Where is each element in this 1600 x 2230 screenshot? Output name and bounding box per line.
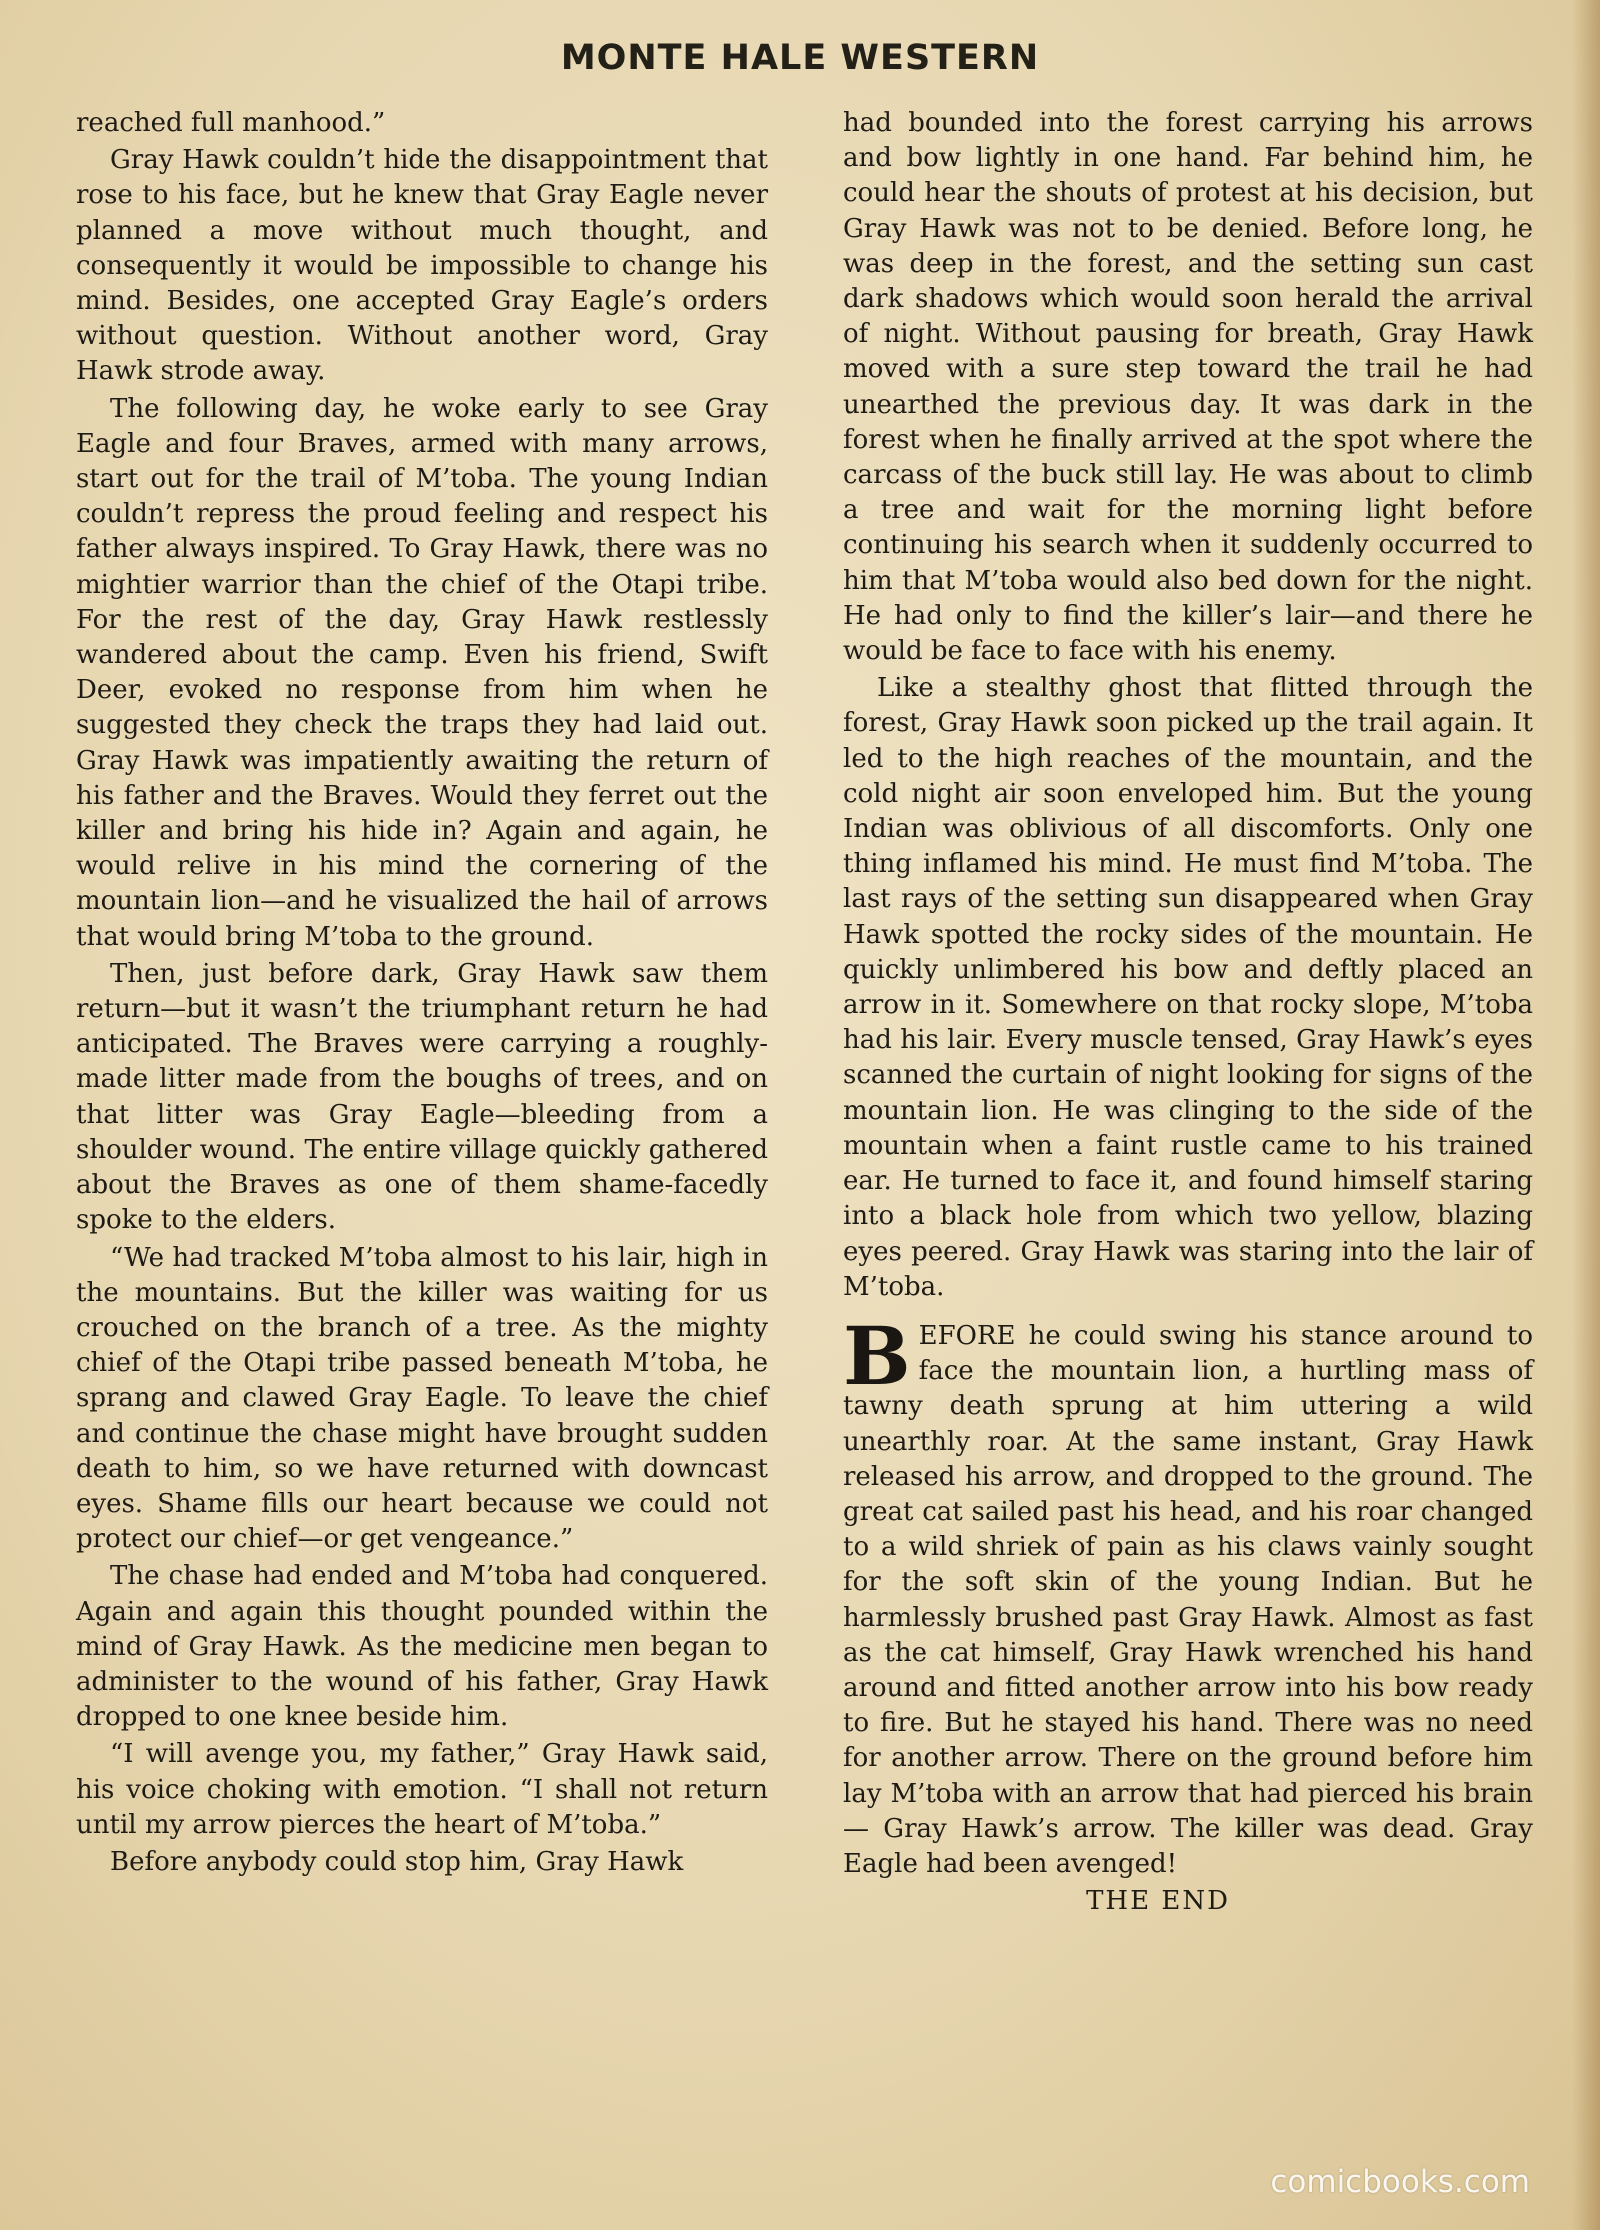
- paragraph: The chase had ended and M’toba had conquered. Again and again this thought pounded within the mind of Gray Hawk. As the medicine men began to administer to the wound of his father, Gray Hawk dropped to one knee beside him.: [76, 1561, 768, 1733]
- left-column: [76, 106, 768, 1882]
- right-column: [843, 106, 1533, 1921]
- final-paragraph-text: EFORE he could swing his stance around to face the mountain lion, a hurtling mass of tawny death sprung at him uttering a wild unearthly roar. At the same instant, Gray Hawk released his arrow, and dropped to the ground. The great cat sailed past his head, and his roar changed to a wild shriek of pain as his claws vainly sought for the soft skin of the young Indian. But he harmlessly brushed past Gray Hawk. Almost as fast as the cat himself, Gray Hawk wrenched his hand around and fitted another arrow into his bow ready to fire. But he stayed his hand. There was no need for another arrow. There on the ground before him lay M’toba with an arrow that had pierced his brain — Gray Hawk’s arrow. The killer was dead. Gray Eagle had been avenged!: [843, 1320, 1533, 1879]
- watermark: comicbooks.com: [1270, 2164, 1530, 2200]
- paragraph: had bounded into the forest carrying his arrows and bow lightly in one hand. Far behind him, he could hear the shouts of protest at his decision, but Gray Hawk was not to be denied. Before long, he was deep in the forest, and the setting sun cast dark shadows which would soon herald the arrival of night. Without pausing for breath, Gray Hawk moved with a sure step toward the trail he had unearthed the previous day. It was dark in the forest when he finally arrived at the spot where the carcass of the buck still lay. He was about to climb a tree and wait for the morning light before continuing his search when it suddenly occurred to him that M’toba would also bed down for the night. He had only to find the killer’s lair—and there he would be face to face with his enemy.: [843, 108, 1533, 667]
- page-title: MONTE HALE WESTERN: [560, 38, 1040, 78]
- final-paragraph: [843, 1308, 1533, 1882]
- paragraph: “We had tracked M’toba almost to his lair, high in the mountains. But the killer was waiting for us crouched on the branch of a tree. As the mighty chief of the Otapi tribe passed beneath M’toba, he sprang and clawed Gray Eagle. To leave the chief and continue the chase might have brought sudden death to him, so we have returned with downcast eyes. Shame fills our heart because we could not protect our chief—or get vengeance.”: [76, 1242, 768, 1555]
- paragraph: Before anybody could stop him, Gray Hawk: [110, 1846, 684, 1877]
- the-end-label: THE END: [1086, 1886, 1230, 1917]
- drop-cap: B: [843, 1308, 911, 1403]
- page-edge-shadow: [1572, 0, 1600, 2230]
- paragraph: reached full manhood.”: [76, 108, 386, 138]
- paragraph: The following day, he woke early to see Gray Eagle and four Braves, armed with many arrows, start out for the trail of M’toba. The young Indian couldn’t repress the proud feeling and respect his father always inspired. To Gray Hawk, there was no mightier warrior than the chief of the Otapi tribe. For the rest of the day, Gray Hawk restlessly wandered about the camp. Even his friend, Swift Deer, evoked no response from him when he suggested they check the traps they had laid out. Gray Hawk was impatiently awaiting the return of his father and the Braves. Would they ferret out the killer and bring his hide in? Again and again, he would relive in his mind the cornering of the mountain lion—and he visualized the hail of arrows that would bring M’toba to the ground.: [76, 393, 768, 952]
- paragraph: Then, just before dark, Gray Hawk saw them return—but it wasn’t the triumphant return he had anticipated. The Braves were carrying a roughly-made litter made from the boughs of trees, and on that litter was Gray Eagle—bleeding from a shoulder wound. The entire village quickly gathered about the Braves as one of them shame-facedly spoke to the elders.: [76, 958, 768, 1236]
- paragraph: “I will avenge you, my father,” Gray Hawk said, his voice choking with emotion. “I shall not return until my arrow pierces the heart of M’toba.”: [76, 1739, 768, 1840]
- paragraph: Like a stealthy ghost that flitted through the forest, Gray Hawk soon picked up the trail again. It led to the high reaches of the mountain, and the cold night air soon enveloped him. But the young Indian was oblivious of all discomforts. Only one thing inflamed his mind. He must find M’toba. The last rays of the setting sun disappeared when Gray Hawk spotted the rocky sides of the mountain. He quickly unlimbered his bow and deftly placed an arrow in it. Somewhere on that rocky slope, M’toba had his lair. Every muscle tensed, Gray Hawk’s eyes scanned the curtain of night looking for signs of the mountain lion. He was clinging to the side of the mountain when a faint rustle came to his trained ear. He turned to face it, and found himself staring into a black hole from which two yellow, blazing eyes peered. Gray Hawk was staring into the lair of M’toba.: [843, 673, 1533, 1302]
- paragraph: Gray Hawk couldn’t hide the disappointment that rose to his face, but he knew that Gray Eagle never planned a move without much thought, and consequently it would be impossible to change his mind. Besides, one accepted Gray Eagle’s orders without question. Without another word, Gray Hawk strode away.: [76, 145, 768, 387]
